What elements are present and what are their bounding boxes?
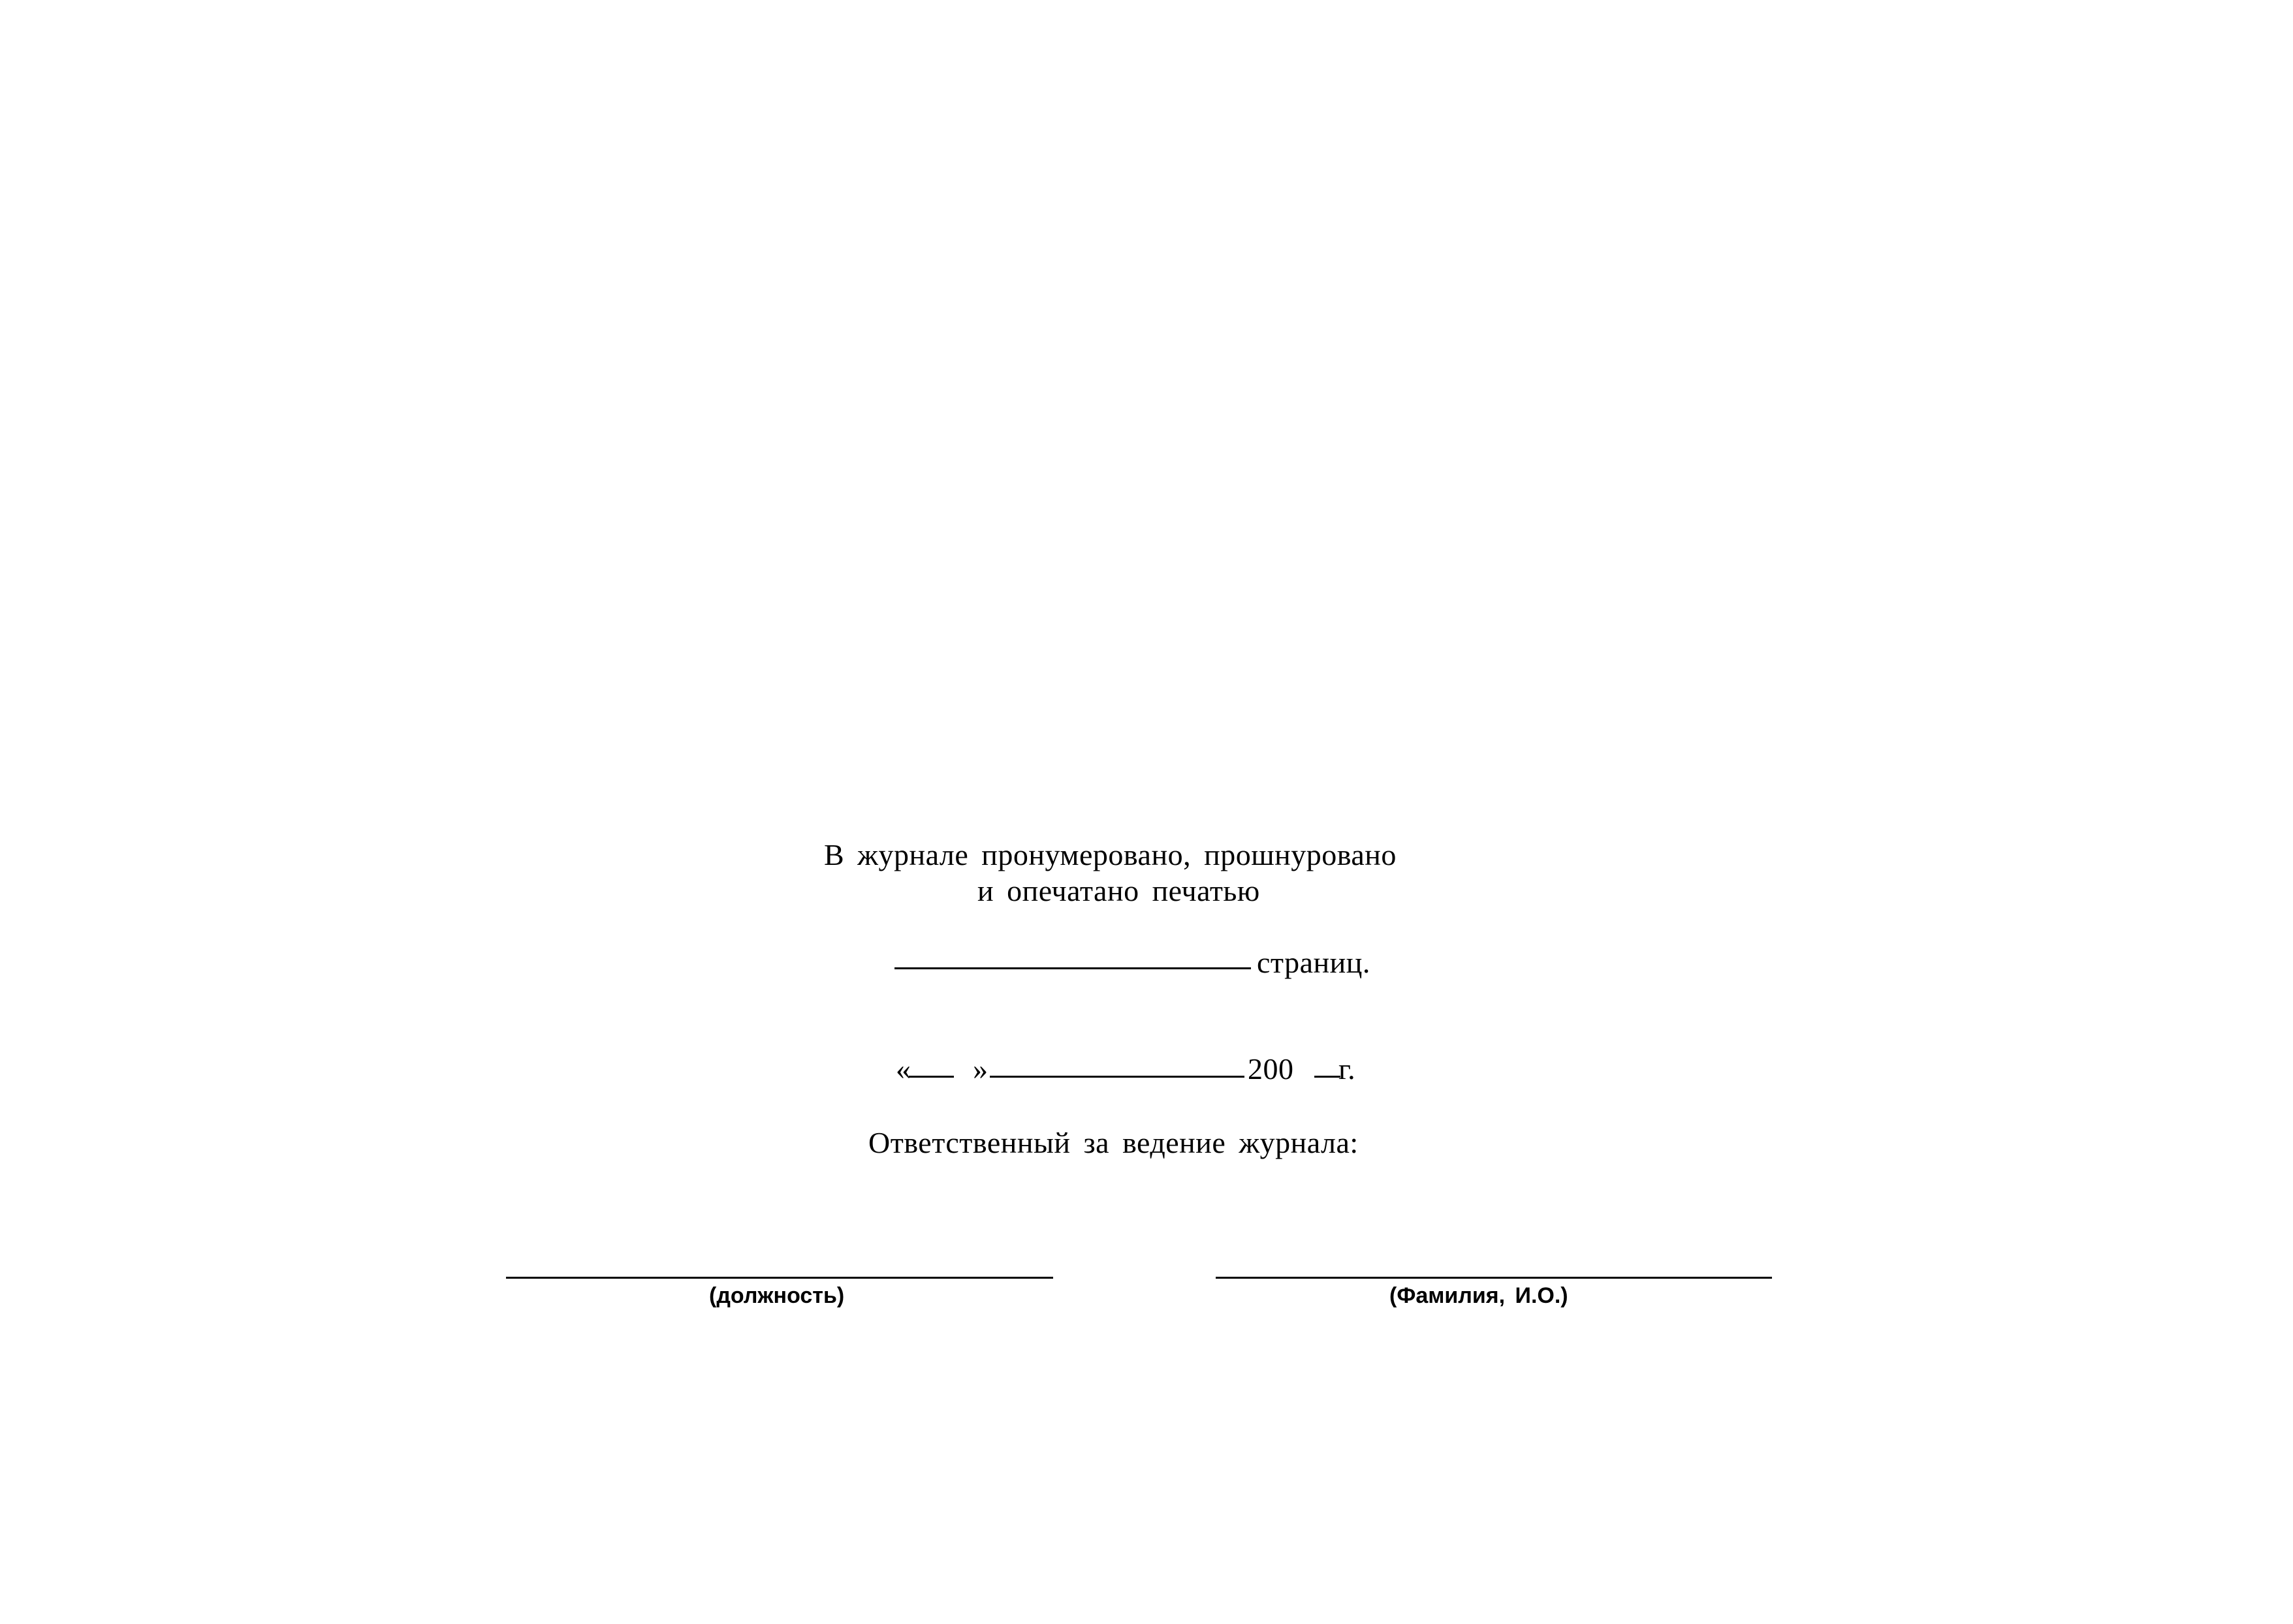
page-count-suffix: страниц. (1257, 946, 1370, 979)
position-caption: (должность) (709, 1283, 845, 1308)
responsible-label: Ответственный за ведение журнала: (868, 1126, 1359, 1159)
name-blank[interactable] (1216, 1277, 1772, 1279)
date-year-blank[interactable] (1314, 1076, 1340, 1078)
date-close-quote: » (973, 1052, 988, 1085)
date-month-blank[interactable] (990, 1076, 1244, 1078)
date-year-suffix: г. (1338, 1052, 1356, 1085)
position-blank[interactable] (506, 1277, 1053, 1279)
page-count-blank[interactable] (894, 967, 1251, 969)
date-year-prefix: 200 (1248, 1052, 1294, 1085)
journal-statement-line2: и опечатано печатью (977, 874, 1260, 907)
date-open-quote: « (896, 1052, 911, 1085)
date-day-blank[interactable] (909, 1076, 954, 1078)
name-caption: (Фамилия, И.О.) (1389, 1283, 1568, 1308)
journal-statement-line1: В журнале пронумеровано, прошнуровано (824, 838, 1397, 871)
